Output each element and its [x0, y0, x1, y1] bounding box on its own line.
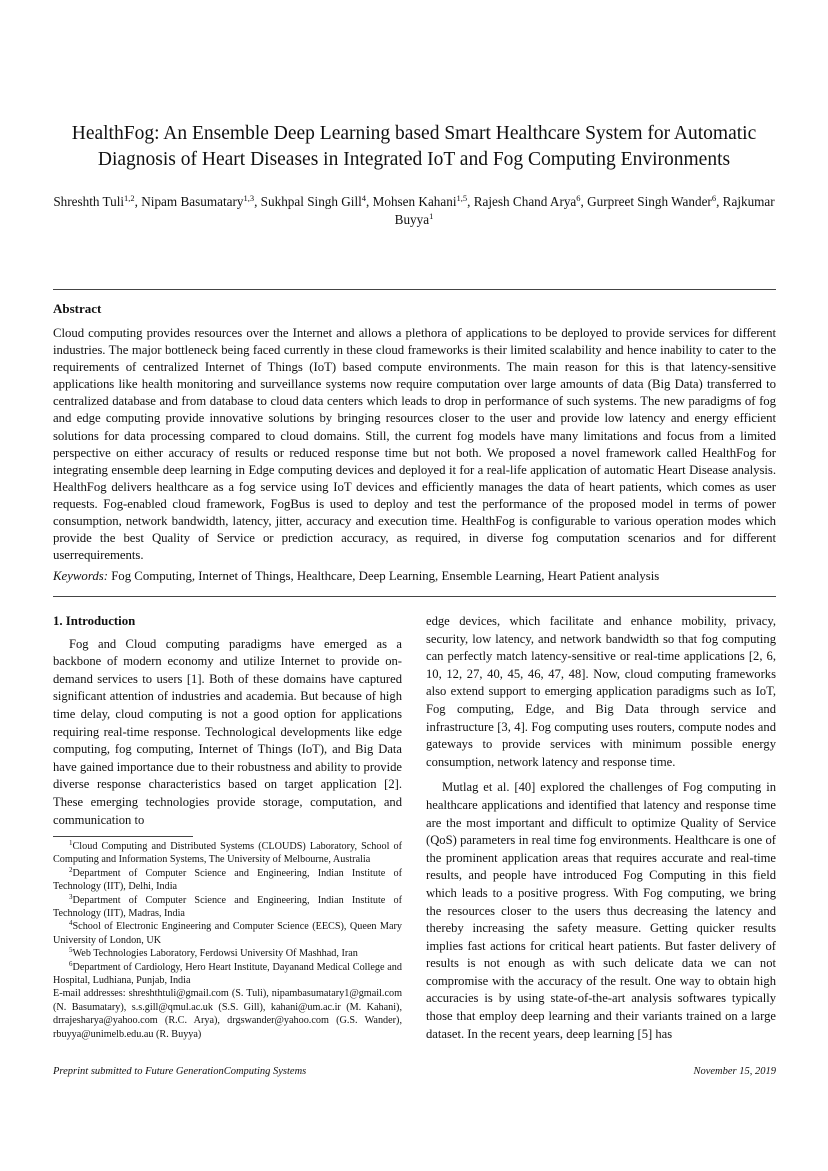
author-affiliation: 1,2 — [124, 193, 135, 203]
author-name: Rajesh Chand Arya — [473, 194, 577, 209]
footnote-number: 6 — [69, 959, 73, 968]
intro-paragraph: edge devices, which facilitate and enhance mobility, privacy, security, low latency, and network bandwidth so that fog computing can perfectly match latency-sensitive or real-time applications [2, 6, 10, 12, 27, 40, 45, 46, 47, 48]. Now, cloud computing frameworks also extend support to emerging application paradigms such as IoT, Fog computing, Edge, and Big Data through service and infrastructure [3, 4]. Fog computing uses routers, compute nodes and gateways to provide services with minimum possible energy consumption, network latency and response time. — [426, 614, 776, 769]
keywords-text: Fog Computing, Internet of Things, Healthcare, Deep Learning, Ensemble Learning, Heart Patient analysis — [111, 569, 660, 583]
author-name: Nipam Basumatary — [141, 194, 244, 209]
footnote — [53, 920, 402, 947]
footer-date: November 15, 2019 — [693, 1066, 776, 1077]
footnote-text: Department of Cardiology, Hero Heart Institute, Dayanand Medical College and Hospital, Ludhiana, Punjab, India — [53, 961, 402, 987]
footnote — [53, 894, 402, 921]
footnote — [53, 961, 402, 988]
title-line-2: Diagnosis of Heart Diseases in Integrated IoT and Fog Computing Environments — [97, 149, 731, 170]
footnotes — [53, 840, 402, 1041]
footnote — [53, 947, 402, 960]
footnote-text: Web Technologies Laboratory, Ferdowsi University Of Mashhad, Iran — [72, 948, 358, 960]
footnote-text: School of Electronic Engineering and Computer Science (EECS), Queen Mary University of London, UK — [53, 921, 402, 946]
author-name: Gurpreet Singh Wander — [587, 194, 712, 209]
author-name: Sukhpal Singh Gill — [260, 194, 362, 209]
section-heading: 1. Introduction — [53, 614, 136, 628]
intro-paragraph: Mutlag et al. [40] explored the challenges of Fog computing in healthcare applications and identified that latency and response time are the most important and difficult to optimize Quality of Service (QoS) parameters in real time fog environments. Healthcare is one of the prominent application areas that requires accurate and real-time results, and people have introduced Fog Computing in this field which leads to a positive progress. With Fog computing, we bring the resources closer to the users thus decreasing the latency and thereby increasing the safety measure. Getting quicker results implies fast actions for critical heart patients. But faster delivery of results is not enough as with such delicate data we can not compromise with the accuracy of the result. One way to obtain high accuracies is by using state-of-the-art analysis softwares typically those that employ deep learning and their variants trained on a large dataset. In the recent years, deep learning [5] has — [426, 780, 776, 1041]
author-list: Shreshth Tuli$^{1,2}$, Nipam Basumatary$^{1,3}$, Sukhpal Singh Gill$^4$, Mohsen Kahani$^{1,5}$, Rajesh Chand Arya$^6$, Gurpreet Singh Wander$^6$, Rajkumar Buyya$^1$ — [53, 193, 775, 227]
author-affiliation: 1,3 — [243, 193, 255, 203]
footnote — [53, 867, 402, 894]
title-line-1: HealthFog: An Ensemble Deep Learning based Smart Healthcare System for Automatic — [71, 123, 757, 144]
footnote-number: 5 — [69, 946, 73, 955]
intro-paragraph: Fog and Cloud computing paradigms have emerged as a backbone of modern economy and utilize Internet to provide on-demand services to users [1]. Both of these domains have captured significant attention of industries and academia. But because of high time delay, cloud computing is not a good option for applications requiring real-time response. Technological developments like edge computing, fog computing, Internet of Things (IoT), and Big Data have gained importance due to their robustness and ability to provide diverse response characteristics based on target application [2]. These emerging technologies provide storage, computation, and communication to — [53, 636, 402, 827]
author-name: Shreshth Tuli — [53, 194, 125, 209]
author-affiliation: 1,5 — [456, 193, 468, 203]
author-affiliation: 1 — [429, 211, 434, 221]
author-name: Mohsen Kahani — [372, 194, 457, 209]
left-column — [53, 613, 402, 829]
footnote — [53, 840, 402, 867]
keywords — [53, 568, 776, 585]
footnote-number: 2 — [69, 865, 73, 874]
right-column — [426, 613, 776, 1043]
author-affiliation: 4 — [361, 193, 367, 203]
abstract-heading: Abstract — [53, 301, 102, 316]
author-name: Rajkumar Buyya — [394, 194, 775, 227]
abstract-text: Cloud computing provides resources over the Internet and allows a plethora of applications to be deployed to provide services for different industries. The major bottleneck being faced currently in these cloud frameworks is their limited scalability and hence inability to cater to the requirements of centralized Internet of Things (IoT) based compute environments. The main reason for this is that latency-sensitive applications like health monitoring and surveillance systems now require computation over large amounts of data (Big Data) transferred to centralized database and from database to cloud data centers which leads to drop in performance of such systems. The new paradigms of fog and edge computing provide innovative solutions by bringing resources closer to the user and provide low latency and energy efficient solutions for data processing compared to cloud domains. Still, the current fog models have many limitations and focus from a limited perspective on either accuracy of results or reduced response time but not both. We proposed a novel framework called HealthFog for integrating ensemble deep learning in Edge computing devices and deployed it for a real-life application of automatic Heart Disease analysis. HealthFog delivers healthcare as a fog service using IoT devices and efficiently manages the data of heart patients, which comes as user requests. Fog-enabled cloud framework, FogBus is used to deploy and test the performance of the proposed model in terms of power consumption, network bandwidth, latency, jitter, accuracy and execution time. HealthFog is configurable to various operation modes which provide the best Quality of Service or prediction accuracy, as required, in diverse fog computation scenarios and for different userrequirements. — [53, 326, 776, 563]
footnote-text: Cloud Computing and Distributed Systems (CLOUDS) Laboratory, School of Computing and Information Systems, The University of Melbourne, Australia — [53, 841, 402, 866]
footnote-number: 4 — [69, 919, 73, 928]
footnote-text: Department of Computer Science and Engineering, Indian Institute of Technology (IIT), Madras, India — [53, 894, 402, 920]
email-addresses: E-mail addresses: shreshthtuli@gmail.com (S. Tuli), nipambasumatary1@gmail.com (N. Basumatary), s.s.gill@qmul.ac.uk (S.S. Gill), kahani@um.ac.ir (M. Kahani), drrajesharya@yahoo.com (R.C. Arya), drgswander@yahoo.com (G.S. Wander), rbuyya@unimelb.edu.au (R. Buyya) — [53, 988, 402, 1040]
author-affiliation: 6 — [711, 193, 717, 203]
author-affiliation: 6 — [576, 193, 581, 203]
top-divider — [53, 289, 776, 290]
footnote-number: 1 — [69, 839, 73, 847]
footnote-divider — [53, 836, 193, 837]
footer-journal: Preprint submitted to Future GenerationComputing Systems — [53, 1066, 307, 1077]
keywords-label: Keywords: — [53, 569, 108, 583]
footnote-number: 3 — [69, 892, 73, 901]
footnote-text: Department of Computer Science and Engineering, Indian Institute of Technology (IIT), Delhi, India — [53, 867, 402, 893]
abstract-divider — [53, 596, 776, 597]
paper-title — [40, 121, 788, 173]
